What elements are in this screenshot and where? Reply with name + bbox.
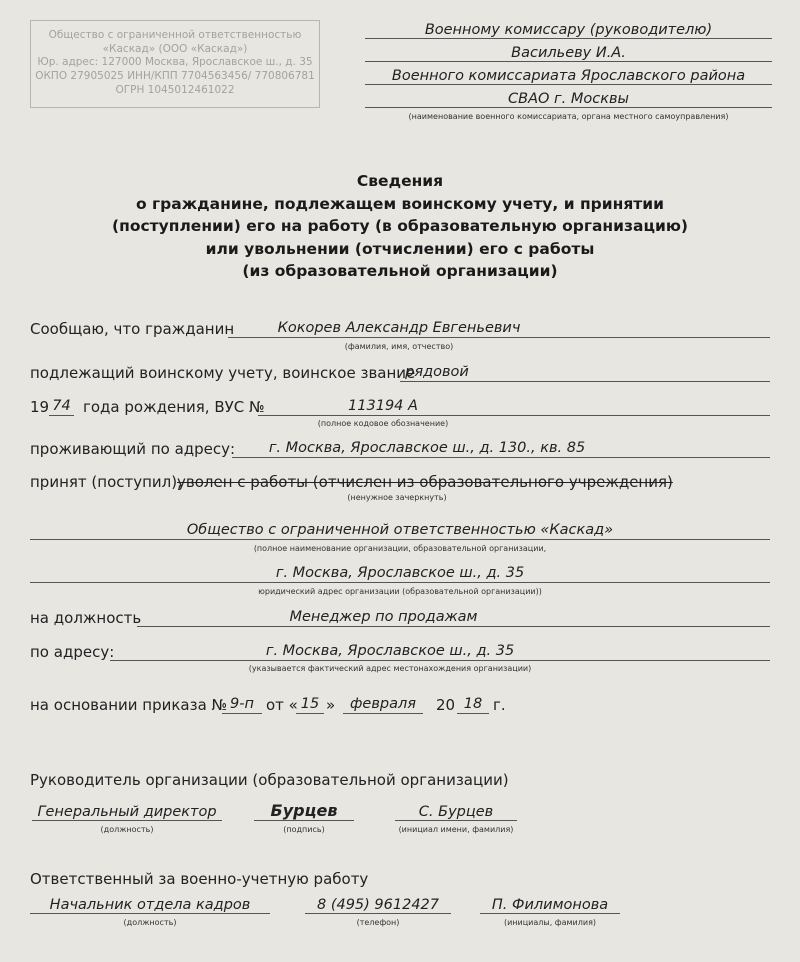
order-day-underline: [296, 713, 324, 714]
citizen-name: Кокорев Александр Евгеньевич: [277, 320, 521, 336]
legal-address-caption: юридический адрес организации (образовательной организации)): [258, 587, 542, 596]
citizen-label: Сообщаю, что гражданин: [30, 320, 235, 338]
stamp-line: ОГРН 1045012461022: [115, 83, 235, 96]
title-line: Сведения: [356, 172, 444, 190]
responsible-name-caption: (инициалы, фамилия): [503, 918, 597, 927]
order-number-underline: [222, 713, 262, 714]
responsible-phone: 8 (495) 9612427: [316, 897, 439, 913]
birth-year-underline: [49, 415, 74, 416]
rank-underline: [400, 381, 770, 382]
head-label: Руководитель организации (образовательной организации): [30, 771, 509, 789]
order-day: 15: [300, 696, 320, 712]
work-address-label: по адресу:: [30, 643, 115, 661]
rank-value: рядовой: [405, 364, 469, 380]
stamp-line: Общество с ограниченной ответственностью: [48, 29, 302, 41]
order-label: на основании приказа №: [30, 696, 228, 714]
title-line: или увольнении (отчислении) его с работы: [205, 239, 595, 258]
title-line: о гражданине, подлежащем воинскому учету, и принятии: [136, 194, 664, 213]
order-from: от «: [266, 696, 298, 714]
birth-prefix: 19: [30, 398, 50, 416]
order-month: февраля: [350, 696, 416, 712]
position-value: Менеджер по продажам: [289, 609, 478, 625]
title-line: (поступлении) его на работу (в образовательную организацию): [112, 217, 688, 235]
vus-caption: (полное кодовое обозначение): [317, 419, 449, 428]
order-year-underline: [457, 713, 489, 714]
order-year: 18: [463, 696, 483, 712]
order-month-underline: [343, 713, 423, 714]
order-year-suffix: г.: [493, 696, 506, 714]
residence-underline: [232, 457, 770, 458]
addressee-line-1: Военному комиссару (руководителю): [424, 22, 713, 38]
residence-value: г. Москва, Ярославское ш., д. 130., кв. 85: [268, 440, 586, 456]
work-address-value: г. Москва, Ярославское ш., д. 35: [265, 643, 515, 659]
head-position: Генеральный директор: [37, 804, 217, 820]
birth-vus-label: года рождения, ВУС №: [83, 398, 265, 416]
vus-underline: [258, 415, 770, 416]
status-accepted: принят (поступил),: [30, 473, 182, 491]
responsible-name: П. Филимонова: [491, 897, 609, 913]
order-year-prefix: 20: [436, 696, 456, 714]
addressee-line-3: Военного комиссариата Ярославского района: [391, 68, 746, 84]
document-title: [0, 170, 800, 283]
work-address-underline: [110, 660, 770, 661]
rank-label: подлежащий воинскому учету, воинское звание: [30, 364, 416, 382]
birth-year: 74: [52, 398, 71, 414]
order-quote-close: »: [326, 696, 336, 714]
addressee-caption: (наименование военного комиссариата, органа местного самоуправления): [408, 112, 729, 121]
head-name: С. Бурцев: [418, 804, 494, 820]
responsible-label: Ответственный за военно-учетную работу: [30, 870, 369, 888]
stamp-line: «Каскад» (ООО «Каскад»): [102, 42, 248, 55]
title-line: (из образовательной организации): [242, 262, 558, 280]
work-address-caption: (указывается фактический адрес местонахождения организации): [248, 664, 532, 673]
addressee-line-2: Васильеву И.А.: [511, 45, 626, 61]
status-dismissed-struck: уволен с работы (отчислен из образовательного учреждения): [177, 473, 673, 491]
addressee-line-4: СВАО г. Москвы: [508, 91, 629, 107]
organization-stamp: [30, 20, 320, 108]
head-name-caption: (инициал имени, фамилия): [398, 825, 514, 834]
vus-value: 113194 А: [348, 398, 418, 414]
residence-label: проживающий по адресу:: [30, 440, 236, 458]
head-signature-underline: [254, 820, 354, 821]
responsible-position-caption: (должность): [123, 918, 177, 927]
org-name: Общество с ограниченной ответственностью «Каскад»: [186, 522, 614, 538]
legal-address: г. Москва, Ярославское ш., д. 35: [275, 565, 525, 581]
legal-address-underline: [30, 582, 770, 583]
head-signature: Бурцев: [270, 801, 338, 820]
position-underline: [137, 626, 770, 627]
citizen-caption: (фамилия, имя, отчество): [344, 342, 454, 351]
stamp-line: Юр. адрес: 127000 Москва, Ярославское ш., д. 35: [37, 56, 313, 69]
head-position-caption: (должность): [100, 825, 154, 834]
org-name-caption: (полное наименование организации, образовательной организации,: [253, 544, 547, 553]
position-label: на должность: [30, 609, 142, 627]
stamp-line: ОКПО 27905025 ИНН/КПП 7704563456/ 770806781: [35, 70, 315, 83]
citizen-underline: [228, 337, 770, 338]
responsible-phone-caption: (телефон): [356, 918, 400, 927]
responsible-position: Начальник отдела кадров: [49, 897, 251, 913]
head-signature-caption: (подпись): [283, 825, 325, 834]
status-caption: (ненужное зачеркнуть): [347, 493, 447, 502]
order-number: 9-п: [230, 696, 254, 712]
org-name-underline: [30, 539, 770, 540]
